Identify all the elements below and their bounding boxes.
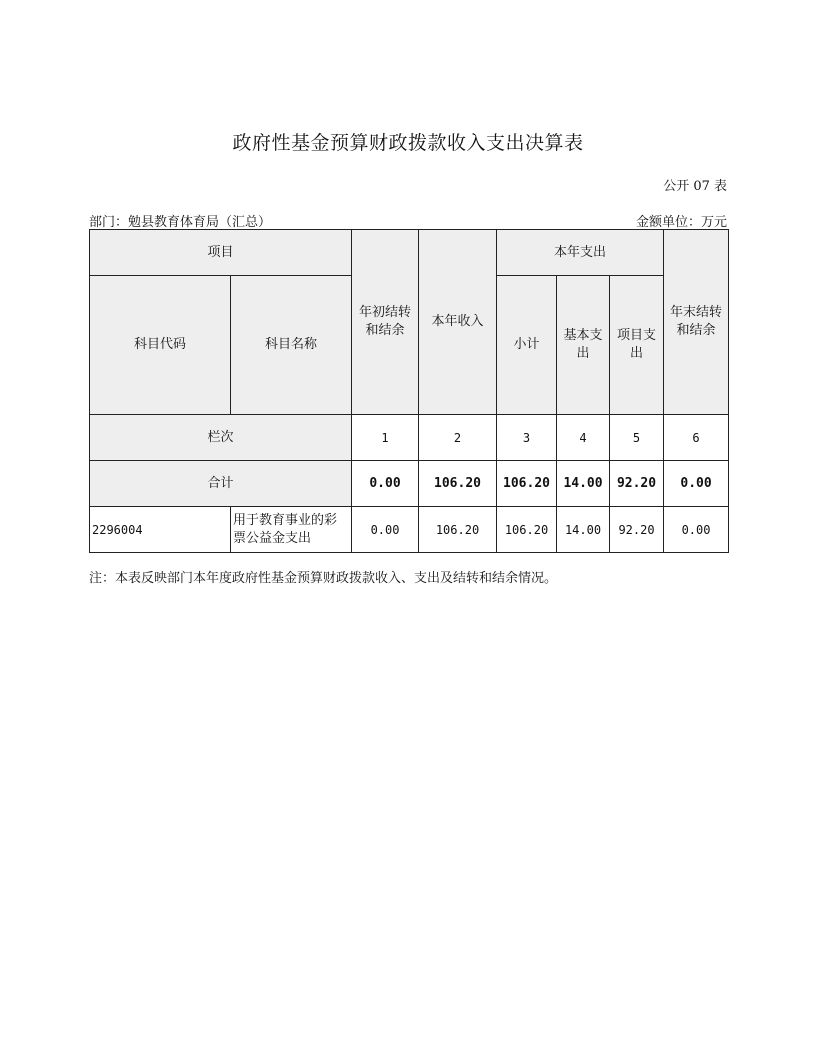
column-index-label: 栏次 [90, 415, 352, 461]
budget-table [89, 229, 729, 553]
header-current-expense: 本年支出 [497, 230, 664, 276]
column-index-2: 2 [419, 415, 497, 461]
table-note: 注：本表反映部门本年度政府性基金预算财政拨款收入、支出及结转和结余情况。 [89, 571, 558, 586]
header-item: 项目 [90, 230, 352, 276]
row-current-income: 106.20 [419, 507, 497, 553]
column-index-5: 5 [610, 415, 664, 461]
total-opening-balance: 0.00 [352, 461, 419, 507]
total-project-expense: 92.20 [610, 461, 664, 507]
amount-unit-label: 金额单位：万元 [635, 215, 727, 230]
row-subject-name: 用于教育事业的彩票公益金支出 [231, 507, 352, 553]
row-project-expense: 92.20 [610, 507, 664, 553]
header-opening-balance: 年初结转和结余 [352, 230, 419, 415]
header-subtotal: 小计 [497, 276, 557, 415]
column-index-3: 3 [497, 415, 557, 461]
total-expense-subtotal: 106.20 [497, 461, 557, 507]
header-subject-code: 科目代码 [90, 276, 231, 415]
header-subject-name: 科目名称 [231, 276, 352, 415]
row-subject-code: 2296004 [90, 507, 231, 553]
header-project-expense: 项目支出 [610, 276, 664, 415]
column-index-4: 4 [557, 415, 610, 461]
total-current-income: 106.20 [419, 461, 497, 507]
row-basic-expense: 14.00 [557, 507, 610, 553]
department-label: 部门：勉县教育体育局（汇总） [89, 215, 272, 230]
total-basic-expense: 14.00 [557, 461, 610, 507]
row-opening-balance: 0.00 [352, 507, 419, 553]
header-current-income: 本年收入 [419, 230, 497, 415]
total-row-label: 合计 [90, 461, 352, 507]
column-index-6: 6 [664, 415, 729, 461]
page-title: 政府性基金预算财政拨款收入支出决算表 [232, 132, 584, 154]
column-index-1: 1 [352, 415, 419, 461]
total-closing-balance: 0.00 [664, 461, 729, 507]
row-closing-balance: 0.00 [664, 507, 729, 553]
table-row [90, 507, 729, 553]
row-expense-subtotal: 106.20 [497, 507, 557, 553]
table-number: 公开 07 表 [663, 179, 727, 194]
header-basic-expense: 基本支出 [557, 276, 610, 415]
header-closing-balance: 年末结转和结余 [664, 230, 729, 415]
